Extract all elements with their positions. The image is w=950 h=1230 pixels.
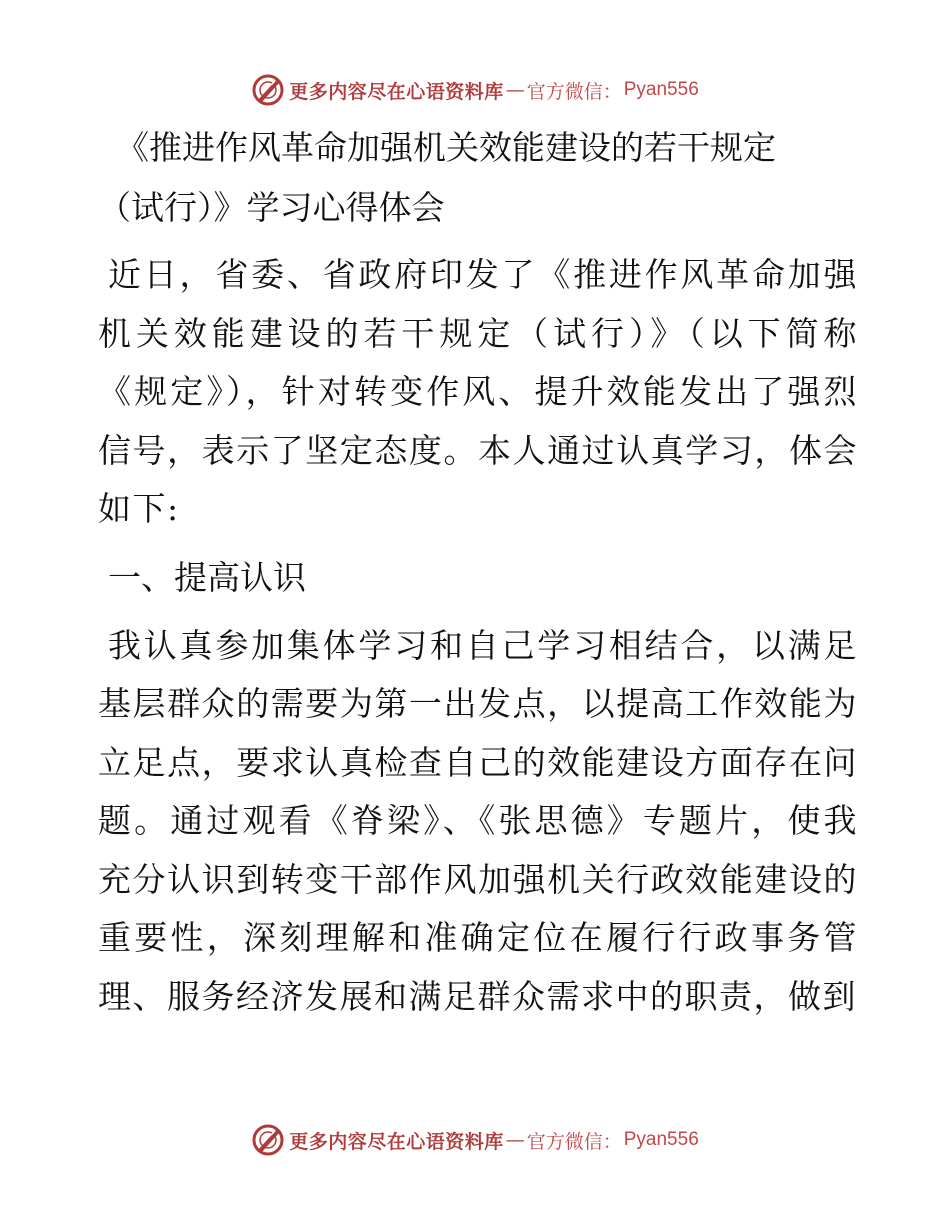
section-1-text: 我认真参加集体学习和自己学习相结合，以满足基层群众的需要为第一出发点，以提高工作效能为立足点，要求认真检查自己的效能建设方面存在问题。通过观看《脊梁》、《张思德》专题片，使我充分认识到转变干部作风加强机关行政效能建设的重要性，深刻理解和准确定位在履行行政事务管理、服务经济发展和满足群众需求中的职责，做到 bbox=[98, 625, 858, 1016]
intro-text: 近日，省委、省政府印发了《推进作风革命加强机关效能建设的若干规定（试行）》（以下简称《规定》），针对转变作风、提升效能发出了强烈信号，表示了坚定态度。本人通过认真学习，体会如下: bbox=[98, 255, 858, 528]
footer-banner bbox=[0, 1120, 950, 1160]
document-body bbox=[98, 118, 858, 1036]
header-banner bbox=[0, 70, 950, 110]
footer-main-text: 更多内容尽在心语资料库 bbox=[289, 1130, 504, 1153]
footer-wechat-label: 官方微信： bbox=[526, 1130, 622, 1153]
footer-wechat-id: Pyan556 bbox=[623, 1129, 699, 1150]
banner-separator: — bbox=[505, 79, 525, 101]
title-line-2: （试行）》学习心得体会 bbox=[98, 188, 445, 227]
quill-seal-icon bbox=[251, 1123, 285, 1157]
footer-separator: — bbox=[505, 1129, 525, 1151]
banner-main-text: 更多内容尽在心语资料库 bbox=[289, 80, 504, 103]
document-title bbox=[98, 118, 858, 238]
banner-wechat-label: 官方微信： bbox=[526, 80, 622, 103]
title-line-1: 《推进作风革命加强机关效能建设的若干规定 bbox=[116, 128, 776, 167]
section-heading-1: 一、提高认识 bbox=[108, 557, 306, 597]
banner-wechat-id: Pyan556 bbox=[623, 79, 699, 100]
section-1-paragraph bbox=[98, 617, 858, 1027]
intro-paragraph bbox=[98, 246, 858, 539]
quill-seal-icon bbox=[251, 73, 285, 107]
